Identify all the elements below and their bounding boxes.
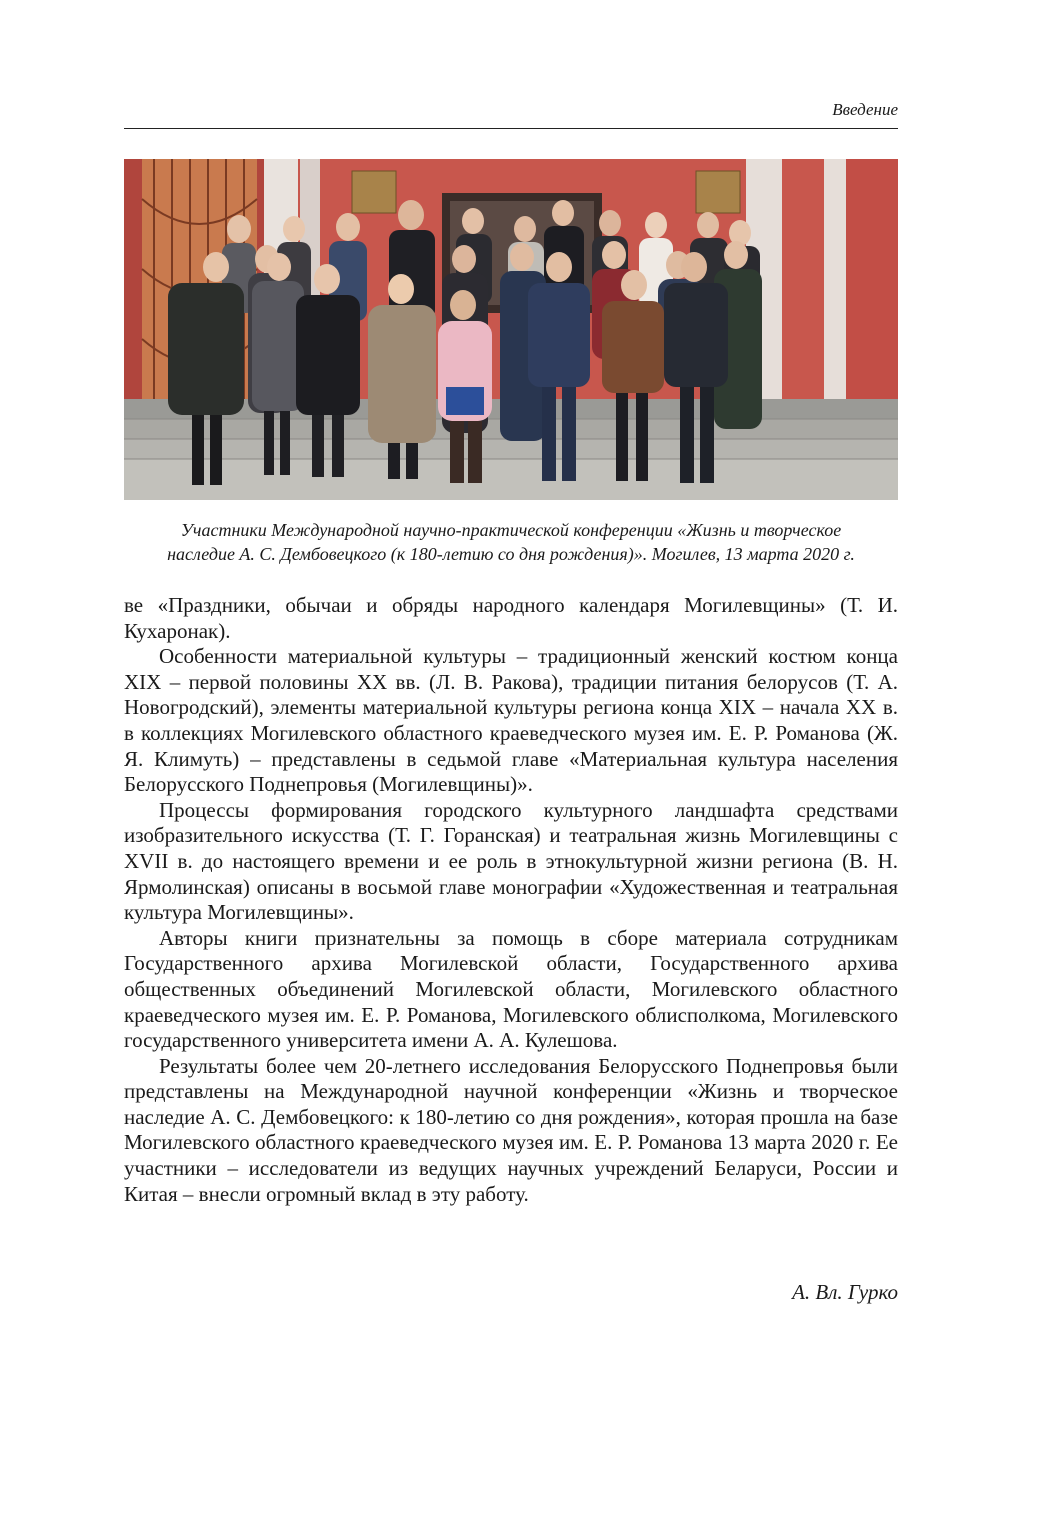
figure-caption-line: наследие А. С. Дембовецкого (к 180-летию со дня рождения)». Могилев, 13 марта 2020 г. (167, 544, 855, 564)
paragraph: Результаты более чем 20-летнего исследования Белорусского Поднепровья были представлены на Международной научной конференции «Жизнь и творческое наследие А. С. Дембовецкого: к 180-летию со дня рождения», которая прошла на базе Могилевского областного краеведческого музея им. Е. Р. Романова 13 марта 2020 г. Ее участники – исследователи из ведущих научных учреждений Беларуси, России и Китая – внесли огромный вклад в эту работу. (124, 1053, 898, 1206)
paragraph: Особенности материальной культуры – традиционный женский костюм конца XIX – первой половины XX вв. (Л. В. Ракова), традиции питания белорусов (Т. А. Новогродский), элементы материальной культуры региона конца XIX – начала XX в. в коллекциях Могилевского областного краеведческого музея им. Е. Р. Романова (Ж. Я. Климуть) – представлены в седьмой главе «Материальная культура населения Белорусского Поднепровья (Могилевщины)». (124, 644, 898, 797)
running-header: Введение (832, 100, 898, 119)
paragraph: Авторы книги признательны за помощь в сборе материала сотрудникам Государственного архива Могилевской области, Государственного архива общественных объединений Могилевской области, Могилевского областного краеведческого музея им. Е. Р. Романова, Могилевского облисполкома, Могилевского государственного университета имени А. А. Кулешова. (124, 925, 898, 1053)
group-photo (124, 159, 898, 500)
figure-caption (124, 518, 898, 566)
paragraph: ве «Праздники, обычаи и обряды народного календаря Могилевщины» (Т. И. Кухаронак). (124, 593, 898, 643)
header-rule (124, 128, 898, 129)
figure-caption-line: Участники Международной научно-практической конференции «Жизнь и творческое (180, 520, 842, 540)
body-text (124, 593, 898, 1207)
author-signature: А. Вл. Гурко (792, 1280, 898, 1304)
paragraph: Процессы формирования городского культурного ландшафта средствами изобразительного искусства (Т. Г. Горанская) и театральная жизнь Могилевщины с XVII в. до настоящего времени и ее роль в этнокультурной жизни региона (В. Н. Ярмолинская) описаны в восьмой главе монографии «Художественная и театральная культура Могилевщины». (124, 797, 898, 925)
